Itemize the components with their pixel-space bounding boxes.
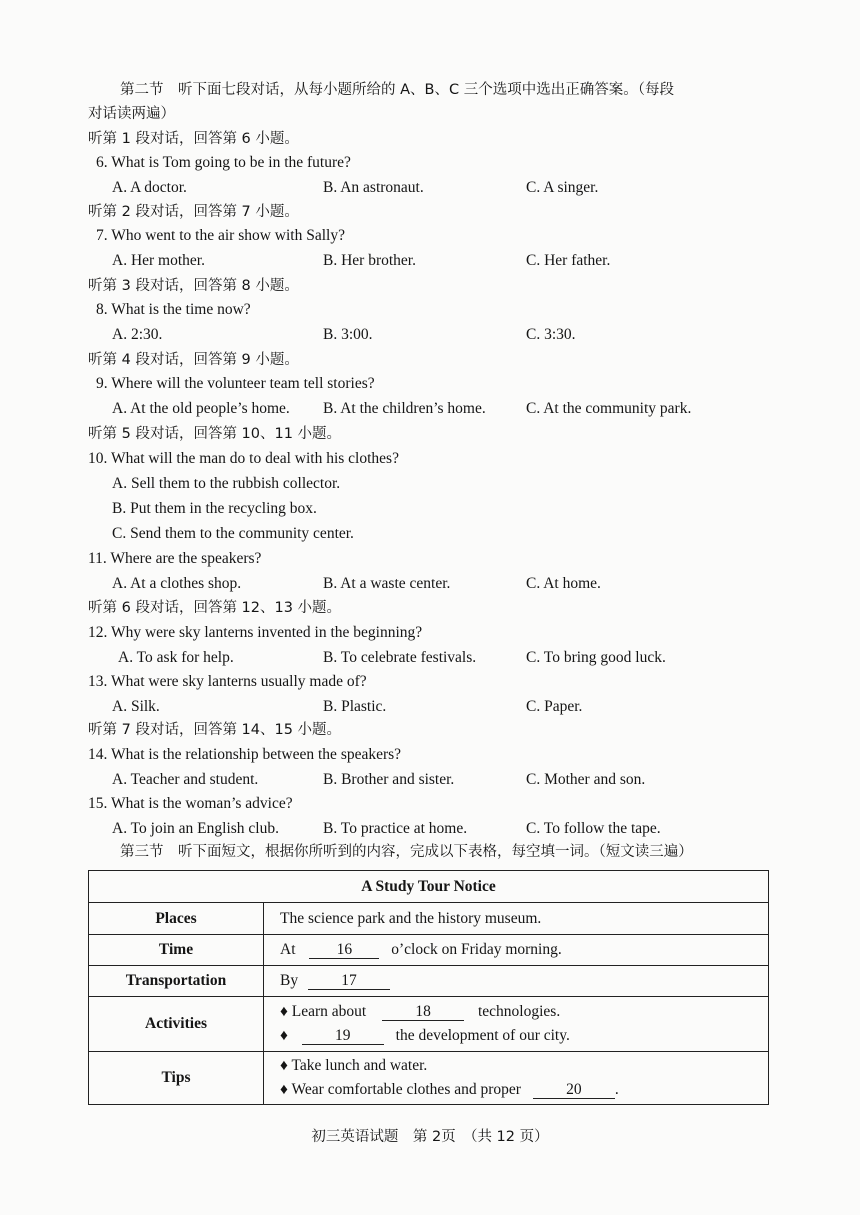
time-label: Time — [89, 935, 264, 966]
places-value: The science park and the history museum. — [264, 903, 769, 935]
activity1-suffix: technologies. — [477, 1003, 561, 1020]
time-prefix: At — [280, 941, 296, 958]
activity1-prefix: ♦ Learn about — [280, 1003, 367, 1020]
section2-instruction-line2: 对话读两遍） — [88, 106, 175, 122]
option-a: A. A doctor. — [112, 179, 187, 196]
option-c: C. Mother and son. — [526, 771, 646, 788]
blank-16[interactable]: 16 — [309, 941, 379, 959]
question-text: 11. Where are the speakers? — [88, 550, 262, 567]
option-b: B. Brother and sister. — [323, 771, 455, 788]
section3-instruction: 第三节 听下面短文，根据你所听到的内容，完成以下表格，每空填一词。（短文读三遍） — [120, 844, 693, 860]
question-text: 8. What is the time now? — [96, 301, 251, 318]
question-text: 15. What is the woman’s advice? — [88, 795, 293, 812]
transportation-value — [264, 966, 769, 997]
transport-prefix: By — [280, 972, 299, 989]
question-text: 12. Why were sky lanterns invented in the beginning? — [88, 624, 423, 641]
question-text: 13. What were sky lanterns usually made of? — [88, 673, 367, 690]
option-c: C. 3:30. — [526, 326, 576, 343]
activity-line-2 — [280, 1024, 768, 1048]
option-b: B. Her brother. — [323, 252, 416, 269]
dialogue-intro: 听第 3 段对话，回答第 8 小题。 — [88, 278, 299, 294]
option-a: A. Teacher and student. — [112, 771, 259, 788]
activity2-prefix: ♦ — [280, 1027, 288, 1044]
transportation-label: Transportation — [89, 966, 264, 997]
option-b: B. 3:00. — [323, 326, 373, 343]
option-c: C. Paper. — [526, 698, 583, 715]
activity-line-1 — [280, 1000, 768, 1024]
option-c: C. A singer. — [526, 179, 599, 196]
section2-instruction-line1: 第二节 听下面七段对话，从每小题所给的 A、B、C 三个选项中选出正确答案。（每段 — [120, 82, 674, 98]
option-a: A. At a clothes shop. — [112, 575, 242, 592]
option-a: A. To ask for help. — [118, 649, 234, 666]
dialogue-intro: 听第 6 段对话，回答第 12、13 小题。 — [88, 600, 342, 616]
option-a: A. Sell them to the rubbish collector. — [112, 475, 341, 492]
option-b: B. To practice at home. — [323, 820, 468, 837]
tip2-prefix: ♦ Wear comfortable clothes and proper — [280, 1081, 521, 1098]
dialogue-intro: 听第 7 段对话，回答第 14、15 小题。 — [88, 722, 342, 738]
option-c: C. To follow the tape. — [526, 820, 661, 837]
option-b: B. At the children’s home. — [323, 400, 486, 417]
blank-17[interactable]: 17 — [308, 972, 390, 990]
option-c: C. At home. — [526, 575, 601, 592]
question-text: 14. What is the relationship between the speakers? — [88, 746, 402, 763]
option-a: A. 2:30. — [112, 326, 163, 343]
tips-value — [264, 1052, 769, 1105]
option-b: B. Put them in the recycling box. — [112, 500, 317, 517]
tip-1: ♦ Take lunch and water. — [280, 1057, 428, 1074]
question-text: 10. What will the man do to deal with his clothes? — [88, 450, 399, 467]
option-c: C. At the community park. — [526, 400, 692, 417]
option-b: B. An astronaut. — [323, 179, 424, 196]
activities-value — [264, 997, 769, 1052]
tip2-suffix: . — [614, 1081, 619, 1098]
study-tour-notice-table — [88, 870, 769, 1105]
option-c: C. To bring good luck. — [526, 649, 666, 666]
dialogue-intro: 听第 1 段对话，回答第 6 小题。 — [88, 131, 299, 147]
places-label: Places — [89, 903, 264, 935]
question-text: 6. What is Tom going to be in the future? — [96, 154, 351, 171]
option-c: C. Her father. — [526, 252, 611, 269]
option-b: B. At a waste center. — [323, 575, 451, 592]
option-a: A. To join an English club. — [112, 820, 279, 837]
option-a: A. Silk. — [112, 698, 160, 715]
dialogue-intro: 听第 4 段对话，回答第 9 小题。 — [88, 352, 299, 368]
page-footer: 初三英语试题 第 2页 （共 12 页） — [311, 1129, 549, 1145]
activity2-suffix: the development of our city. — [395, 1027, 570, 1044]
tip-2 — [280, 1078, 768, 1102]
time-suffix: o’clock on Friday morning. — [391, 941, 562, 958]
dialogue-intro: 听第 2 段对话，回答第 7 小题。 — [88, 204, 299, 220]
blank-19[interactable]: 19 — [302, 1027, 384, 1045]
tips-label: Tips — [89, 1052, 264, 1105]
option-a: A. At the old people’s home. — [112, 400, 290, 417]
blank-18[interactable]: 18 — [382, 1003, 464, 1021]
dialogue-intro: 听第 5 段对话，回答第 10、11 小题。 — [88, 426, 342, 442]
activities-label: Activities — [89, 997, 264, 1052]
blank-20[interactable]: 20 — [533, 1081, 615, 1099]
option-a: A. Her mother. — [112, 252, 205, 269]
time-value — [264, 935, 769, 966]
option-b: B. Plastic. — [323, 698, 387, 715]
option-c: C. Send them to the community center. — [112, 525, 354, 542]
option-b: B. To celebrate festivals. — [323, 649, 477, 666]
question-text: 9. Where will the volunteer team tell stories? — [96, 375, 375, 392]
table-title: A Study Tour Notice — [89, 871, 769, 903]
question-text: 7. Who went to the air show with Sally? — [96, 227, 345, 244]
